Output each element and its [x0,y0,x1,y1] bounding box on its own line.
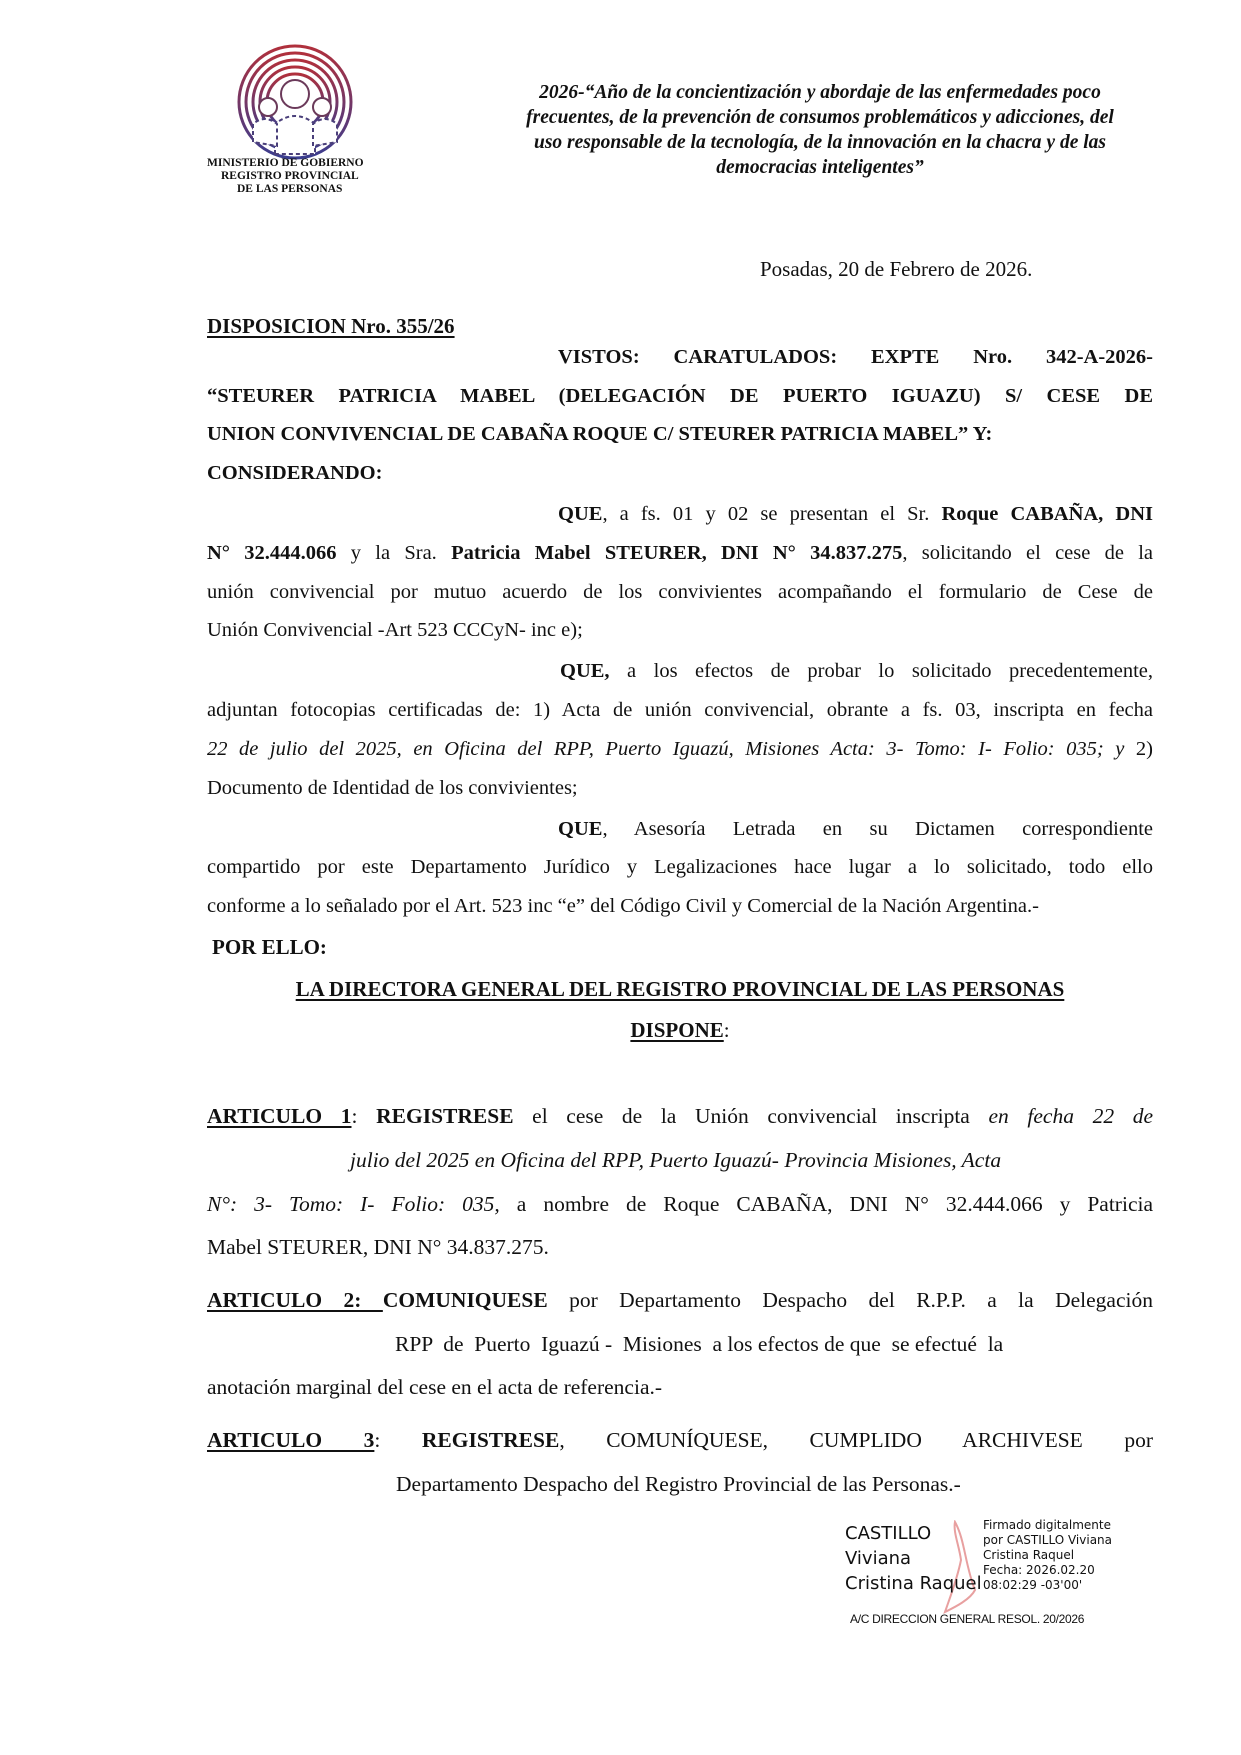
directora-heading: LA DIRECTORA GENERAL DEL REGISTRO PROVINCIAL DE LAS PERSONAS [295,977,1065,1001]
text-run: y la Sra. [336,542,452,564]
considerando-paragraph-1-line: Unión Convivencial -Art 523 CCCyN- inc e); [207,619,583,641]
dispone-label: DISPONE [630,1018,724,1042]
article-3-line: Departamento Despacho del Registro Provincial de las Personas.- [396,1472,961,1496]
considerando-paragraph-2-line [207,737,1153,761]
article-3 [207,1428,1153,1452]
signer-name-line: Cristina Raquel [845,1573,982,1594]
article-1-line: Mabel STEURER, DNI N° 34.837.275. [207,1235,549,1259]
considerando-paragraph-3-line: conforme a lo señalado por el Art. 523 inc “e” del Código Civil y Comercial de la Nación Argentina.- [207,895,1039,917]
dispone-colon: : [723,1018,730,1042]
article-1-line [207,1192,1153,1216]
text-run: por Departamento Despacho del R.P.P. a la Delegación [547,1288,1153,1312]
text-run: Roque CABAÑA, DNI [941,503,1153,525]
signature-details [983,1518,1112,1593]
signature-footer: A/C DIRECCION GENERAL RESOL. 20/2026 [850,1612,1085,1626]
article-verb: REGISTRESE [421,1428,560,1452]
logo-text-persons: DE LAS PERSONAS [237,183,343,195]
considerando-paragraph-1-line: unión convivencial por mutuo acuerdo de los convivientes acompañando el formulario de Cese de [207,581,1153,603]
article-verb: REGISTRESE [376,1104,514,1128]
considerando-heading: CONSIDERANDO: [207,462,383,484]
text-run: en fecha 22 de [988,1104,1153,1128]
signature-detail-line: Cristina Raquel [983,1548,1075,1562]
text-run: : [351,1104,377,1128]
signature-detail-line: Firmado digitalmente [983,1518,1111,1532]
considerando-paragraph-1 [558,502,1153,526]
considerando-paragraph-3-line: compartido por este Departamento Jurídico y Legalizaciones hace lugar a lo solicitado, todo ello [207,856,1153,878]
year-motto [500,80,1140,180]
considerando-paragraph-2-line: Documento de Identidad de los convivientes; [207,777,578,799]
motto-line: uso responsable de la tecnología, de la innovación en la chacra y de las [534,132,1106,153]
por-ello-heading: POR ELLO: [212,935,327,959]
text-run: a los efectos de probar lo solicitado precedentemente, [609,660,1153,682]
text-run: 2) [1124,738,1153,760]
vistos-line: VISTOS: CARATULADOS: EXPTE Nro. 342-A-2026- [558,346,1153,368]
dispone-heading [0,1018,1241,1043]
text-run: a nombre de Roque CABAÑA, DNI N° 32.444.066 y Patricia [499,1192,1153,1216]
text-run: , solicitando el cese de la [902,542,1154,564]
article-2-line: RPP de Puerto Iguazú - Misiones a los efectos de que se efectué la [395,1332,1004,1356]
que-label: QUE [558,818,603,840]
text-run: : [374,1428,422,1452]
vistos-line: UNION CONVIVENCIAL DE CABAÑA ROQUE C/ STEURER PATRICIA MABEL” Y: [207,423,993,445]
fingerprint-people-logo-icon [235,42,355,162]
signature-detail-line: 08:02:29 -03'00' [983,1578,1083,1592]
date-line: Posadas, 20 de Febrero de 2026. [760,257,1033,281]
text-run: N° 32.444.066 [207,542,337,564]
motto-line: 2026-“Año de la concientización y abordaje de las enfermedades poco [539,82,1101,103]
article-1-line: julio del 2025 en Oficina del RPP, Puerto Iguazú- Provincia Misiones, Acta [350,1148,1002,1172]
que-label: QUE [558,503,603,525]
vistos-line: “STEURER PATRICIA MABEL (DELEGACIÓN DE PUERTO IGUAZU) S/ CESE DE [207,385,1153,407]
logo-text-registry: REGISTRO PROVINCIAL [221,170,359,182]
motto-line: democracias inteligentes” [716,157,924,178]
article-2 [207,1288,1153,1312]
disposition-title: DISPOSICION Nro. 355/26 [207,314,455,338]
signature-detail-line: Fecha: 2026.02.20 [983,1563,1095,1577]
text-run: Patricia Mabel STEURER, DNI N° 34.837.275 [451,542,903,564]
considerando-paragraph-1-line [207,541,1153,565]
signer-name-line: Viviana [845,1548,912,1569]
considerando-paragraph-2-line: adjuntan fotocopias certificadas de: 1) Acta de unión convivencial, obrante a fs. 03, inscripta en fecha [207,699,1153,721]
text-run: 22 de julio del 2025, en Oficina del RPP, Puerto Iguazú, Misiones Acta: 3- Tomo: I- Folio: 035; y [207,738,1125,760]
considerando-paragraph-3 [558,817,1153,841]
text-run: N°: 3- Tomo: I- Folio: 035, [207,1192,500,1216]
que-label: QUE, [560,660,610,682]
text-run: , a fs. 01 y 02 se presentan el Sr. [602,503,942,525]
text-run: , COMUNÍQUESE, CUMPLIDO ARCHIVESE por [559,1428,1153,1452]
signer-name [845,1521,982,1596]
signature-detail-line: por CASTILLO Viviana [983,1533,1113,1547]
text-run: , Asesoría Letrada en su Dictamen correspondiente [602,818,1153,840]
article-verb: COMUNIQUESE [382,1288,548,1312]
article-label: ARTICULO 3 [207,1428,375,1452]
motto-line: frecuentes, de la prevención de consumos problemáticos y adicciones, del [526,107,1114,128]
article-2-line: anotación marginal del cese en el acta de referencia.- [207,1375,663,1399]
considerando-paragraph-2 [560,659,1153,683]
article-label: ARTICULO 2: [207,1288,383,1312]
logo-text-ministry: MINISTERIO DE GOBIERNO [207,157,364,169]
signer-name-line: CASTILLO [845,1523,932,1544]
text-run: el cese de la Unión convivencial inscripta [513,1104,989,1128]
article-label: ARTICULO 1 [207,1104,352,1128]
article-1 [207,1104,1153,1128]
